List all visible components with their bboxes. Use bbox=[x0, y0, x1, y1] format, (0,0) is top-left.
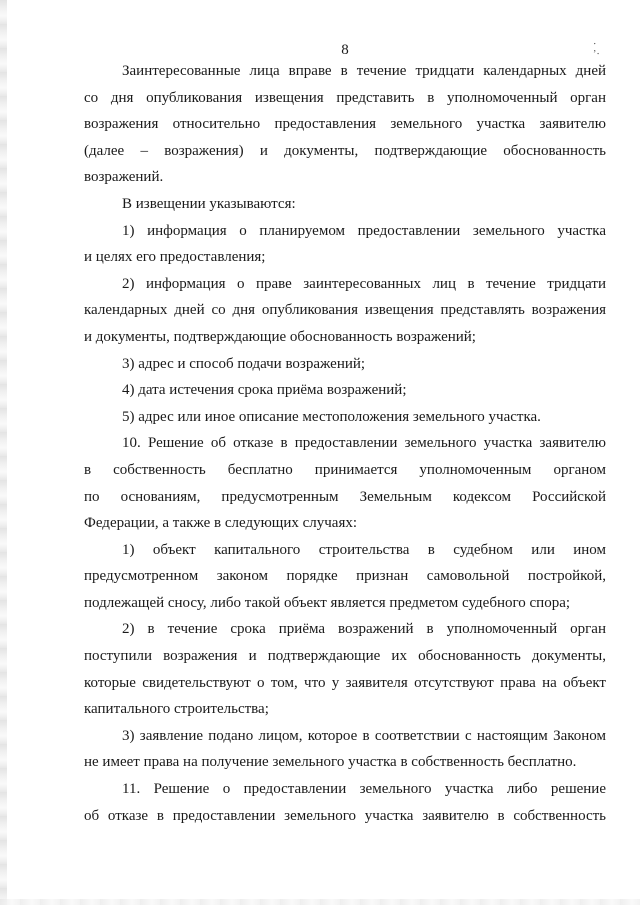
list-item-2 bbox=[84, 271, 606, 351]
text-line: возражения относительно предоставления земельного участка заявителю bbox=[84, 116, 606, 133]
text-line: 2) в течение срока приёма возражений в уполномоченный орган bbox=[122, 621, 606, 638]
text-line: 10. Решение об отказе в предоставлении земельного участка заявителю bbox=[122, 435, 606, 452]
text-line: 1) объект капитального строительства в судебном или ином bbox=[122, 541, 606, 558]
text-line: 4) дата истечения срока приёма возражений; bbox=[122, 382, 407, 399]
text-line: 5) адрес или иное описание местоположения земельного участка. bbox=[122, 408, 541, 425]
text-line: по основаниям, предусмотренным Земельным кодексом Российской bbox=[84, 488, 606, 505]
text-line: 3) адрес и способ подачи возражений; bbox=[122, 355, 366, 372]
text-line: об отказе в предоставлении земельного участка заявителю в собственность bbox=[84, 807, 606, 824]
page-number: 8 bbox=[341, 42, 349, 58]
text-line: возражений. bbox=[84, 169, 164, 186]
scan-speck-mark: ⋅ ’⋅ bbox=[593, 39, 600, 60]
text-line: (далее – возражения) и документы, подтверждающие обоснованность bbox=[84, 142, 606, 159]
section-10-item-2 bbox=[84, 616, 606, 722]
scan-bottom-edge bbox=[0, 899, 640, 905]
text-line: 11. Решение о предоставлении земельного участка либо решение bbox=[122, 781, 606, 798]
text-line: подлежащей сносу, либо такой объект является предметом судебного спора; bbox=[84, 594, 571, 611]
list-item-3 bbox=[84, 351, 606, 378]
text-line: и целях его предоставления; bbox=[84, 249, 266, 266]
text-line: и документы, подтверждающие обоснованность возражений; bbox=[84, 328, 476, 345]
text-line: 1) информация о планируемом предоставлении земельного участка bbox=[122, 222, 606, 239]
section-10-item-3 bbox=[84, 723, 606, 776]
text-line: капитального строительства; bbox=[84, 701, 269, 718]
paragraph-notice-contents bbox=[84, 191, 606, 218]
text-line: Федерации, а также в следующих случаях: bbox=[84, 515, 358, 532]
text-line: предусмотренном законом порядке признан самовольной постройкой, bbox=[84, 568, 606, 585]
text-line: В извещении указываются: bbox=[122, 195, 296, 212]
section-10-item-1 bbox=[84, 537, 606, 617]
list-item-5 bbox=[84, 404, 606, 431]
section-10 bbox=[84, 430, 606, 536]
text-line: календарных дней со дня опубликования извещения представлять возражения bbox=[84, 302, 606, 319]
text-line: не имеет права на получение земельного участка в собственность бесплатно. bbox=[84, 754, 577, 771]
document-body bbox=[84, 58, 606, 829]
text-line: со дня опубликования извещения представить в уполномоченный орган bbox=[84, 89, 606, 106]
text-line: поступили возражения и подтверждающие их обоснованность документы, bbox=[84, 648, 606, 665]
text-line: 2) информация о праве заинтересованных лиц в течение тридцати bbox=[122, 275, 606, 292]
scan-edge-shadow bbox=[0, 0, 7, 905]
text-line: которые свидетельствуют о том, что у заявителя отсутствуют права на объект bbox=[84, 674, 606, 691]
list-item-4 bbox=[84, 377, 606, 404]
section-11 bbox=[84, 776, 606, 829]
list-item-1 bbox=[84, 218, 606, 271]
text-line: Заинтересованные лица вправе в течение тридцати календарных дней bbox=[122, 63, 606, 79]
paragraph-objections bbox=[84, 58, 606, 191]
text-line: в собственность бесплатно принимается уполномоченным органом bbox=[84, 461, 606, 478]
text-line: 3) заявление подано лицом, которое в соответствии с настоящим Законом bbox=[122, 727, 606, 744]
